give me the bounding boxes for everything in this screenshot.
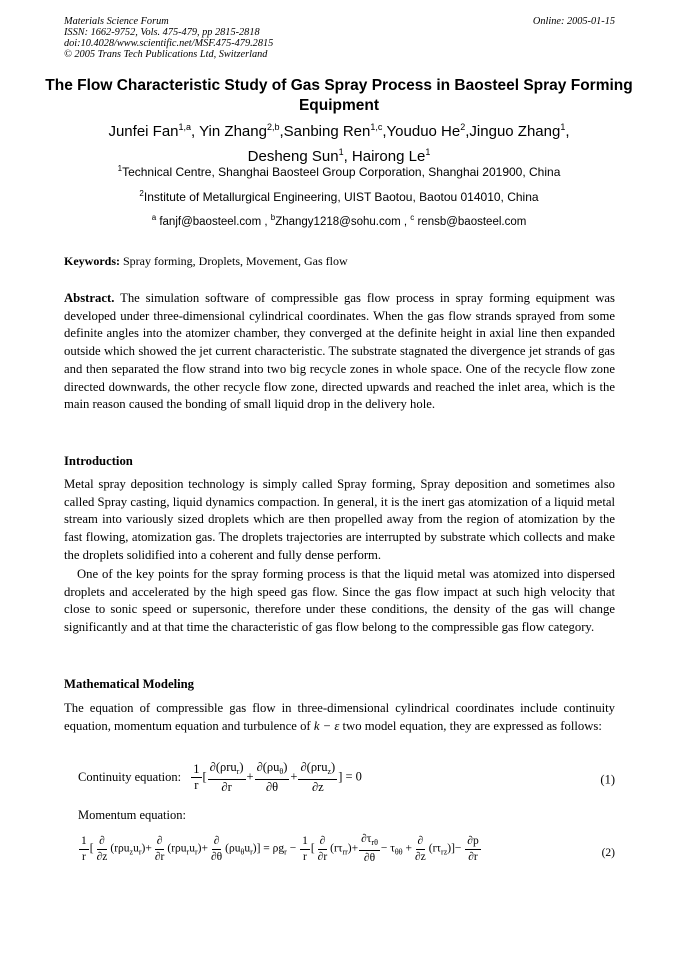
author: Hairong Le$^1$ xyxy=(351,147,431,165)
issn: ISSN: 1662-9752, Vols. 475-479, pp 2815-2818 xyxy=(64,27,260,38)
affiliation-1: $^1$Technical Centre, Shanghai Baosteel Group Corporation, Shanghai 201900, China xyxy=(117,164,561,179)
introduction-paragraph-1: Metal spray deposition technology is simply called Spray forming, Spray deposition and sometimes also called Spray casting, liquid dynamics compaction. In general, it is the inert gas atomization of a liquid metal stream into variously sized droplets which are then propelled away from the region of atomization by the fast flowing, atomization gas. The droplets trajectories are interrupted by substrate which collects and make the droplets solidified into a coherent and fully dense perform. xyxy=(64,477,615,562)
journal-name: Materials Science Forum xyxy=(64,16,169,27)
doi: doi:10.4028/www.scientific.net/MSF.475-479.2815 xyxy=(64,38,274,49)
author: Sanbing Ren$^{1,c}$, xyxy=(283,122,387,140)
continuity-equation xyxy=(78,760,615,800)
email-link[interactable]: $^a$ fanjf@baosteel.com , xyxy=(151,213,271,228)
paper-title: The Flow Characteristic Study of Gas Spray Process in Baosteel Spray Forming Equipment xyxy=(45,77,633,114)
author: Junfei Fan$^{1,a}$, xyxy=(108,122,200,140)
continuity-formula: $\frac{1}{r}$ [ $\frac{\partial(\rho ru_r)}{\partial r}$ + $\frac{\partial(\rho u_\theta)}{\partial\theta}$ + $\frac{\partial(\rho ru_z)}{\partial z}$ ] = 0 xyxy=(193,760,362,794)
email-link[interactable]: $^c$ rensb@baosteel.com xyxy=(410,213,527,228)
author-list xyxy=(40,117,638,167)
continuity-label: Continuity equation: xyxy=(78,770,182,784)
modeling-heading: Mathematical Modeling xyxy=(64,677,195,691)
keywords-text: Spray forming, Droplets, Movement, Gas flow xyxy=(123,254,348,268)
introduction-paragraph-2: One of the key points for the spray forming process is that the liquid metal was atomized into dispersed droplets and accelerated by the high speed gas flow. Since the gas flow impact at such high velocity that close to sonic speed or supersonic, therefore under these conditions, the density of the gas will change significantly and at that time the characteristic of gas flow belong to the compressible gas flow category. xyxy=(64,567,615,635)
keywords-label: Keywords: xyxy=(64,254,120,268)
author: Yin Zhang$^{2,b}$, xyxy=(199,122,284,140)
author: Jinguo Zhang$^1$, xyxy=(469,122,570,140)
author-emails xyxy=(40,213,638,228)
keywords xyxy=(64,253,615,271)
online-date: Online: 2005-01-15 xyxy=(532,16,615,27)
abstract-label: Abstract. xyxy=(64,291,115,305)
journal-header xyxy=(64,16,615,60)
abstract-text: The simulation software of compressible gas flow process in spray forming equipment was developed under three-dimensional cylindrical coordinates. When the gas flow strands sprayed from some definite angles into the atomizer chamber, they converged at the definite height in axial line then expanded outside which showed the jet current characteristic. The substrate stagnated the divergence jet strands of gas and then separated the flow strand into two big recycle zones in whole space. One of the recycle flow zone directed downwards, the other recycle flow zone, directed upwards and reached the inlet area, which is the main reason caused the bonding of small liquid drop in the delivery hole. xyxy=(64,291,615,412)
author: Youduo He$^2$, xyxy=(386,122,470,140)
email-link[interactable]: $^b$Zhangy1218@sohu.com , xyxy=(270,213,411,228)
k-epsilon-symbol: k − ε xyxy=(313,718,340,733)
equation-number: (2) xyxy=(601,847,615,859)
affiliation-2: $^2$Institute of Metallurgical Engineering, UIST Baotou, Baotou 014010, China xyxy=(139,189,539,204)
abstract xyxy=(64,290,615,414)
momentum-equation xyxy=(78,832,615,874)
introduction-heading: Introduction xyxy=(64,454,133,468)
momentum-formula: $\frac{1}{r}$ [ $\frac{\partial}{\partial z}$ $(r\rho u_zu_r)+$ $\frac{\partial}{\partial r}$ $(r\rho u_ru_r)+$ $\frac{\partial}{\partial\theta}$ $(\rho u_\theta u_r)] = \rho g_r$ − $\frac{1}{r}$ [ $\frac{\partial}{\partial r}$ $(r\tau_{rr})+$ $\frac{\partial\tau_{r\theta}}{\partial\theta}$ − $\tau_{\theta\theta}$ + $\frac{\partial}{\partial z}$ $(r\tau_{rz})]-$ $\frac{\partial p}{\partial r}$ xyxy=(81,833,479,864)
equation-number: (1) xyxy=(600,772,615,787)
copyright: © 2005 Trans Tech Publications Ltd, Switzerland xyxy=(64,49,268,60)
author: Desheng Sun$^1$, xyxy=(247,147,352,165)
momentum-label: Momentum equation: xyxy=(78,808,186,822)
modeling-paragraph: The equation of compressible gas flow in three-dimensional cylindrical coordinates include continuity equation, momentum equation and turbulence of k − ε two model equation, they are expressed as follows: xyxy=(64,701,615,733)
